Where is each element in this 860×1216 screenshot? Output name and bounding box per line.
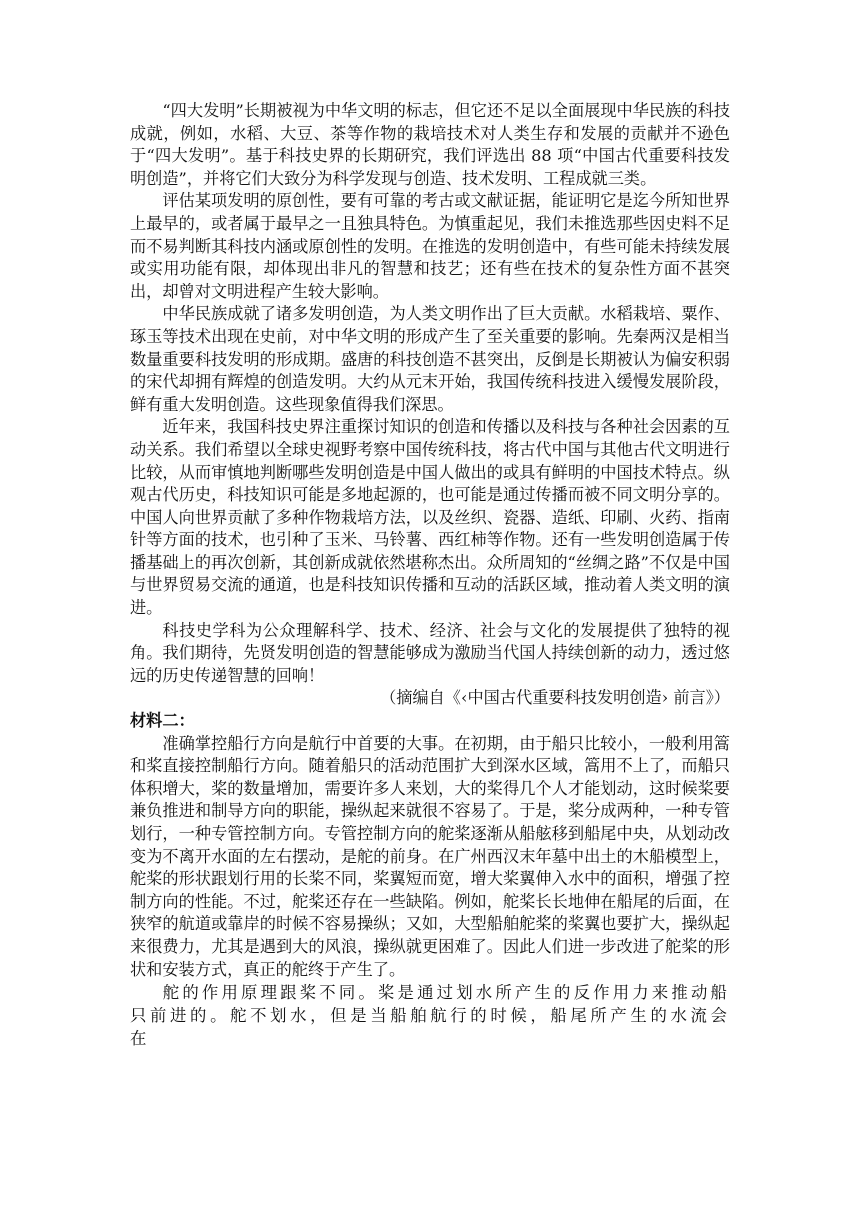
material1-paragraph-4: 近年来，我国科技史界注重探讨知识的创造和传播以及科技与各种社会因素的互动关系。我们希望以全球史视野考察中国传统科技，将古代中国与其他古代文明进行比较，从而审慎地判断哪些发明创造是中国人做出的或具有鲜明的中国技术特点。纵观古代历史，科技知识可能是多地起源的，也可能是通过传播而被不同文明分享的。中国人向世界贡献了多种作物栽培方法，以及丝织、瓷器、造纸、印刷、火药、指南针等方面的技术，也引种了玉米、马铃薯、西红柿等作物。还有一些发明创造属于传播基础上的再次创新，其创新成就依然堪称杰出。众所周知的“丝绸之路”不仅是中国与世界贸易交流的通道，也是科技知识传播和互动的活跃区域，推动着人类文明的演进。 [130, 417, 730, 618]
article-body [130, 100, 730, 1050]
material1-paragraph-3: 中华民族成就了诸多发明创造，为人类文明作出了巨大贡献。水稻栽培、粟作、琢玉等技术出现在史前，对中华文明的形成产生了至关重要的影响。先秦两汉是相当数量重要科技发明的形成期。盛唐的科技创造不甚突出，反倒是长期被认为偏安积弱的宋代却拥有辉煌的创造发明。大约从元末开始，我国传统科技进入缓慢发展阶段，鲜有重大发明创造。这些现象值得我们深思。 [130, 304, 730, 414]
source-citation: （摘编自《‹中国古代重要科技发明创造› 前言》） [380, 688, 730, 708]
material2-paragraph-2: 舵的作用原理跟桨不同。桨是通过划水所产生的反作用力来推动船只前进的。舵不划水，但是当船舶航行的时候，船尾所产生的水流会在 [130, 983, 730, 1049]
material2-paragraph-1: 准确掌控船行方向是航行中首要的大事。在初期，由于船只比较小，一般利用篙和桨直接控制船行方向。随着船只的活动范围扩大到深水区域，篙用不上了，而船只体积增大，桨的数量增加，需要许多人来划，大的桨得几个人才能划动，这时候桨要兼负推进和制导方向的职能，操纵起来就很不容易了。于是，桨分成两种，一种专管划行，一种专管控制方向。专管控制方向的舵桨逐渐从船舷移到船尾中央，从划动改变为不离开水面的左右摆动，是舵的前身。在广州西汉末年墓中出土的木船模型上，舵桨的形状跟划行用的长桨不同，桨翼短而宽，增大桨翼伸入水中的面积，增强了控制方向的性能。不过，舵桨还存在一些缺陷。例如，舵桨长长地伸在船尾的后面，在狭窄的航道或靠岸的时候不容易操纵；又如，大型船舶舵桨的桨翼也要扩大，操纵起来很费力，尤其是遇到大的风浪，操纵就更困难了。因此人们进一步改进了舵桨的形状和安装方式，真正的舵终于产生了。 [130, 733, 730, 979]
material1-paragraph-1: “四大发明”长期被视为中华文明的标志，但它还不足以全面展现中华民族的科技成就，例如，水稻、大豆、茶等作物的栽培技术对人类生存和发展的贡献并不逊色于“四大发明”。基于科技史界的长期研究，我们评选出 88 项“中国古代重要科技发明创造”，并将它们大致分为科学发现与创造、技术发明、工程成就三类。 [130, 101, 730, 188]
material1-paragraph-2: 评估某项发明的原创性，要有可靠的考古或文献证据，能证明它是迄今所知世界上最早的，或者属于最早之一且独具特色。为慎重起见，我们未推选那些因史料不足而不易判断其科技内涵或原创性的发明。在推选的发明创造中，有些可能未持续发展或实用功能有限，却体现出非凡的智慧和技艺；还有些在技术的复杂性方面不甚突出，却曾对文明进程产生较大影响。 [130, 191, 730, 301]
material1-paragraph-5: 科技史学科为公众理解科学、技术、经济、社会与文化的发展提供了独特的视角。我们期待，先贤发明创造的智慧能够成为激励当代国人持续创新的动力，透过悠远的历史传递智慧的回响！ [130, 620, 730, 685]
material2-heading: 材料二： [130, 711, 195, 731]
